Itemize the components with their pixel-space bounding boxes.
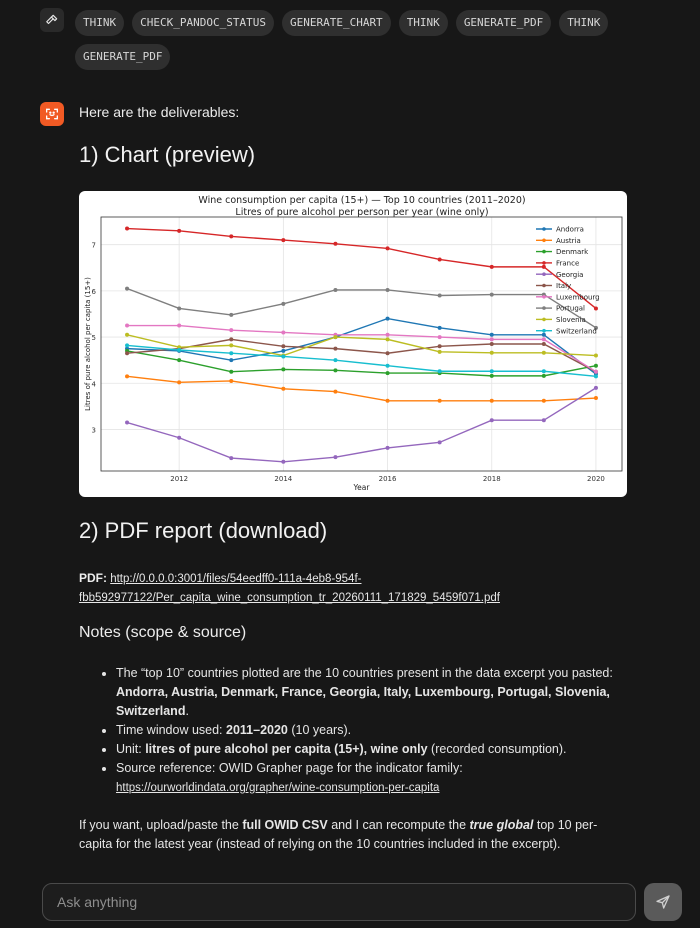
data-point-andorra (281, 349, 285, 353)
data-point-luxembourg (229, 328, 233, 332)
legend-entry: Italy (556, 282, 572, 291)
chart-preview (79, 191, 627, 497)
data-point-france (490, 265, 494, 269)
note-source: • Source reference: OWID Grapher page for the indicator family: https://ourworldindata.org/grapher/wine-consumption-per-capita (116, 759, 619, 798)
data-point-georgia (333, 455, 337, 459)
notes-title: Notes (scope & source) (79, 624, 247, 641)
x-tick-label: 2020 (587, 475, 605, 483)
data-point-georgia (594, 386, 598, 390)
data-point-italy (542, 342, 546, 346)
tool-chip[interactable]: THINK (559, 10, 608, 36)
hammer-icon (40, 8, 64, 32)
owid-source-link[interactable]: https://ourworldindata.org/grapher/wine-consumption-per-capita (116, 782, 440, 794)
data-point-luxembourg (438, 335, 442, 339)
data-point-france (438, 257, 442, 261)
data-point-georgia (386, 446, 390, 450)
data-point-andorra (438, 326, 442, 330)
note-time-window: • Time window used: 2011–2020 (10 years). (116, 721, 619, 740)
x-axis-label: Year (353, 483, 370, 492)
data-point-luxembourg (125, 324, 129, 328)
data-point-france (229, 234, 233, 238)
legend-entry: France (556, 259, 580, 268)
data-point-portugal (333, 288, 337, 292)
y-tick-label: 5 (91, 334, 96, 343)
data-point-switzerland (229, 351, 233, 355)
pdf-download-line (79, 569, 559, 608)
data-point-switzerland (333, 358, 337, 362)
legend-marker (542, 318, 546, 322)
x-tick-label: 2014 (274, 475, 293, 483)
legend-entry: Georgia (556, 270, 584, 279)
data-point-switzerland (542, 369, 546, 373)
chart-subtitle: Litres of pure alcohol per person per year (wine only) (235, 207, 489, 218)
data-point-italy (438, 344, 442, 348)
legend-entry: Austria (556, 236, 581, 245)
data-point-slovenia (333, 335, 337, 339)
tool-chips (75, 10, 655, 70)
pdf-label: PDF: (79, 571, 107, 585)
legend-entry: Denmark (556, 248, 589, 257)
data-point-austria (177, 380, 181, 384)
data-point-luxembourg (281, 330, 285, 334)
data-point-slovenia (386, 337, 390, 341)
data-point-andorra (229, 358, 233, 362)
data-point-italy (333, 347, 337, 351)
data-point-austria (333, 390, 337, 394)
data-point-slovenia (125, 333, 129, 337)
data-point-luxembourg (542, 337, 546, 341)
data-point-france (177, 229, 181, 233)
data-point-andorra (490, 333, 494, 337)
data-point-austria (229, 379, 233, 383)
note-unit: • Unit: litres of pure alcohol per capita (15+), wine only (recorded consumption). (116, 740, 619, 759)
data-point-luxembourg (386, 333, 390, 337)
legend-marker (542, 261, 546, 265)
data-point-luxembourg (177, 324, 181, 328)
data-point-switzerland (594, 374, 598, 378)
data-point-slovenia (542, 351, 546, 355)
chat-input[interactable] (57, 894, 621, 910)
tool-chip[interactable]: CHECK_PANDOC_STATUS (132, 10, 274, 36)
data-point-portugal (281, 302, 285, 306)
data-point-switzerland (125, 343, 129, 347)
data-point-slovenia (594, 354, 598, 358)
x-tick-label: 2016 (378, 475, 397, 483)
data-point-italy (386, 351, 390, 355)
tool-chip[interactable]: GENERATE_CHART (282, 10, 391, 36)
tool-chip[interactable]: GENERATE_PDF (456, 10, 551, 36)
pdf-download-link[interactable]: http://0.0.0.0:3001/files/54eedff0-111a-4eb8-954f-fbb592977122/Per_capita_wine_consumption_tr_20260111_171829_5459f071.pdf (79, 573, 500, 604)
legend-marker (542, 272, 546, 276)
data-point-switzerland (281, 354, 285, 358)
assistant-logo-icon (40, 102, 64, 126)
data-point-austria (386, 399, 390, 403)
y-tick-label: 3 (91, 426, 96, 435)
data-point-france (281, 238, 285, 242)
note-countries: • The “top 10” countries plotted are the 10 countries present in the data excerpt you pasted: Andorra, Austria, Denmark, France, Georgia, Italy, Luxembourg, Portugal, Slovenia, Switzerland. (116, 664, 619, 721)
data-point-france (333, 242, 337, 246)
chart-heading: 1) Chart (preview) (79, 142, 256, 167)
y-tick-label: 4 (91, 380, 96, 389)
data-point-austria (594, 396, 598, 400)
legend-entry: Andorra (556, 225, 584, 234)
data-point-slovenia (438, 350, 442, 354)
data-point-georgia (125, 421, 129, 425)
message-intro: Here are the deliverables: (79, 104, 240, 120)
data-point-france (386, 246, 390, 250)
y-tick-label: 6 (91, 287, 96, 296)
data-point-portugal (490, 293, 494, 297)
y-tick-label: 7 (91, 241, 96, 250)
data-point-denmark (386, 371, 390, 375)
data-point-portugal (229, 313, 233, 317)
series-line-france (127, 229, 596, 309)
data-point-italy (281, 344, 285, 348)
x-tick-label: 2018 (482, 475, 501, 483)
data-point-austria (125, 374, 129, 378)
data-point-denmark (542, 374, 546, 378)
composer (42, 883, 636, 921)
data-point-italy (229, 337, 233, 341)
data-point-georgia (229, 456, 233, 460)
followup-paragraph: If you want, upload/paste the full OWID CSV and I can recompute the true global top 10 per-capita for the latest year (instead of relying on the 10 countries included in the excerpt). (79, 818, 598, 851)
send-button[interactable] (644, 883, 682, 921)
data-point-denmark (229, 370, 233, 374)
legend-marker (542, 239, 546, 243)
series-line-portugal (127, 289, 596, 328)
legend-marker (542, 295, 546, 299)
data-point-luxembourg (594, 370, 598, 374)
data-point-georgia (438, 440, 442, 444)
y-axis-label: Litres of pure alcohol per capita (15+) (84, 277, 92, 411)
wine-consumption-chart (79, 191, 627, 497)
data-point-denmark (490, 374, 494, 378)
tool-chip[interactable]: GENERATE_PDF (75, 44, 170, 70)
data-point-france (542, 265, 546, 269)
data-point-italy (490, 342, 494, 346)
data-point-austria (542, 399, 546, 403)
legend-marker (542, 329, 546, 333)
data-point-portugal (125, 287, 129, 291)
data-point-denmark (281, 367, 285, 371)
pdf-heading: 2) PDF report (download) (79, 518, 328, 543)
series-line-italy (127, 339, 596, 371)
legend-entry: Slovenia (556, 316, 586, 324)
data-point-georgia (177, 436, 181, 440)
data-point-slovenia (229, 343, 233, 347)
data-point-portugal (438, 294, 442, 298)
data-point-austria (490, 399, 494, 403)
data-point-denmark (177, 358, 181, 362)
data-point-switzerland (490, 369, 494, 373)
data-point-italy (125, 351, 129, 355)
data-point-switzerland (177, 348, 181, 352)
send-icon (655, 894, 671, 910)
data-point-switzerland (386, 364, 390, 368)
legend-entry: Switzerland (556, 327, 597, 336)
data-point-portugal (386, 288, 390, 292)
notes-list (99, 664, 619, 798)
chart-title: Wine consumption per capita (15+) — Top 10 countries (2011–2020) (198, 195, 526, 206)
x-tick-label: 2012 (170, 475, 189, 483)
data-point-portugal (177, 306, 181, 310)
data-point-austria (281, 387, 285, 391)
assistant-message (79, 104, 639, 851)
series-line-georgia (127, 388, 596, 462)
data-point-austria (438, 399, 442, 403)
data-point-georgia (490, 418, 494, 422)
data-point-slovenia (490, 351, 494, 355)
data-point-switzerland (438, 369, 442, 373)
tool-chip[interactable]: THINK (75, 10, 124, 36)
data-point-georgia (281, 460, 285, 464)
legend-marker (542, 306, 546, 310)
tool-chip[interactable]: THINK (399, 10, 448, 36)
legend-entry: Luxembourg (556, 293, 600, 302)
data-point-andorra (542, 333, 546, 337)
data-point-andorra (386, 317, 390, 321)
data-point-france (594, 306, 598, 310)
data-point-denmark (333, 368, 337, 372)
data-point-denmark (594, 364, 598, 368)
legend-marker (542, 227, 546, 231)
data-point-georgia (542, 418, 546, 422)
series-line-austria (127, 376, 596, 400)
legend-marker (542, 250, 546, 254)
legend-entry: Portugal (556, 304, 585, 313)
data-point-luxembourg (490, 337, 494, 341)
data-point-france (125, 227, 129, 231)
legend-marker (542, 284, 546, 288)
